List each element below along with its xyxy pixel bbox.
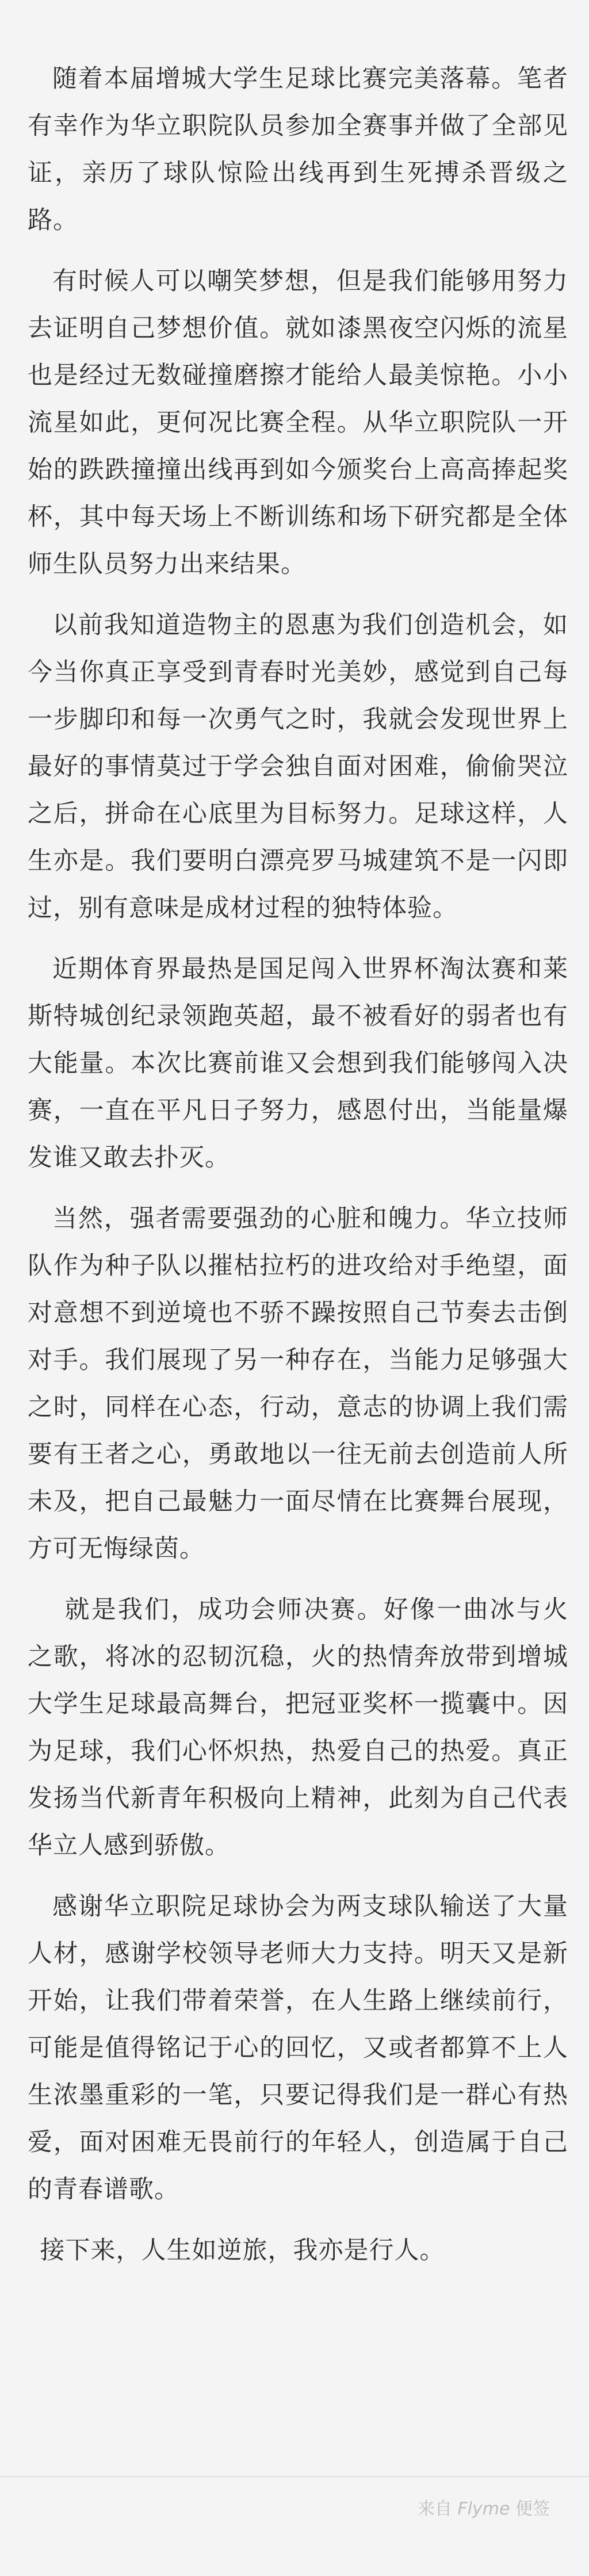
paragraph-2: 有时候人可以嘲笑梦想，但是我们能够用努力去证明自己梦想价值。就如漆黑夜空闪烁的流星也是经过无数碰撞磨擦才能给人最美惊艳。小小流星如此，更何况比赛全程。从华立职院队一开始的跌跌撞撞出线再到如今颁奖台上高高捧起奖杯，其中每天场上不断训练和场下研究都是全体师生队员努力出来结果。 [28, 267, 568, 579]
paragraph-7: 感谢华立职院足球协会为两支球队输送了大量人材，感谢学校领导老师大力支持。明天又是新开始，让我们带着荣誉，在人生路上继续前行，可能是值得铭记于心的回忆，又或者都算不上人生浓墨重彩的一笔，只要记得我们是一群心有热爱，面对困难无畏前行的年轻人，创造属于自己的青春谱歌。 [28, 1892, 568, 2204]
note-body [28, 55, 568, 2288]
paragraph-1: 随着本届增城大学生足球比赛完美落幕。笔者有幸作为华立职院队员参加全赛事并做了全部见证，亲历了球队惊险出线再到生死搏杀晋级之路。 [28, 64, 568, 235]
paragraph-3: 以前我知道造物主的恩惠为我们创造机会，如今当你真正享受到青春时光美妙，感觉到自己每一步脚印和每一次勇气之时，我就会发现世界上最好的事情莫过于学会独自面对困难，偷偷哭泣之后，拼命在心底里为目标努力。足球这样，人生亦是。我们要明白漂亮罗马城建筑不是一闪即过，别有意味是成材过程的独特体验。 [28, 611, 568, 923]
footer-prefix: 来自 [417, 2499, 452, 2519]
paragraph-5: 当然，强者需要强劲的心脏和魄力。华立技师队作为种子队以摧枯拉朽的进攻给对手绝望，面对意想不到逆境也不骄不躁按照自己节奏去击倒对手。我们展现了另一种存在，当能力足够强大之时，同样在心态，行动，意志的协调上我们需要有王者之心，勇敢地以一往无前去创造前人所未及，把自己最魅力一面尽情在比赛舞台展现，方可无悔绿茵。 [28, 1204, 568, 1563]
footer-divider [0, 2476, 589, 2477]
paragraph-8: 接下来，人生如逆旅，我亦是行人。 [40, 2236, 445, 2265]
source-footer [418, 2494, 550, 2520]
paragraph-4: 近期体育界最热是国足闯入世界杯淘汰赛和莱斯特城创纪录领跑英超，最不被看好的弱者也有大能量。本次比赛前谁又会想到我们能够闯入决赛，一直在平凡日子努力，感恩付出，当能量爆发谁又敢去扑灭。 [28, 955, 568, 1172]
paragraph-6: 就是我们，成功会师决赛。好像一曲冰与火之歌，将冰的忍韧沉稳，火的热情奔放带到增城大学生足球最高舞台，把冠亚奖杯一揽囊中。因为足球，我们心怀炽热，热爱自己的热爱。真正发扬当代新青年积极向上精神，此刻为自己代表华立人感到骄傲。 [28, 1595, 568, 1860]
footer-suffix: 便签 [515, 2499, 550, 2519]
footer-brand: Flyme [457, 2499, 510, 2519]
